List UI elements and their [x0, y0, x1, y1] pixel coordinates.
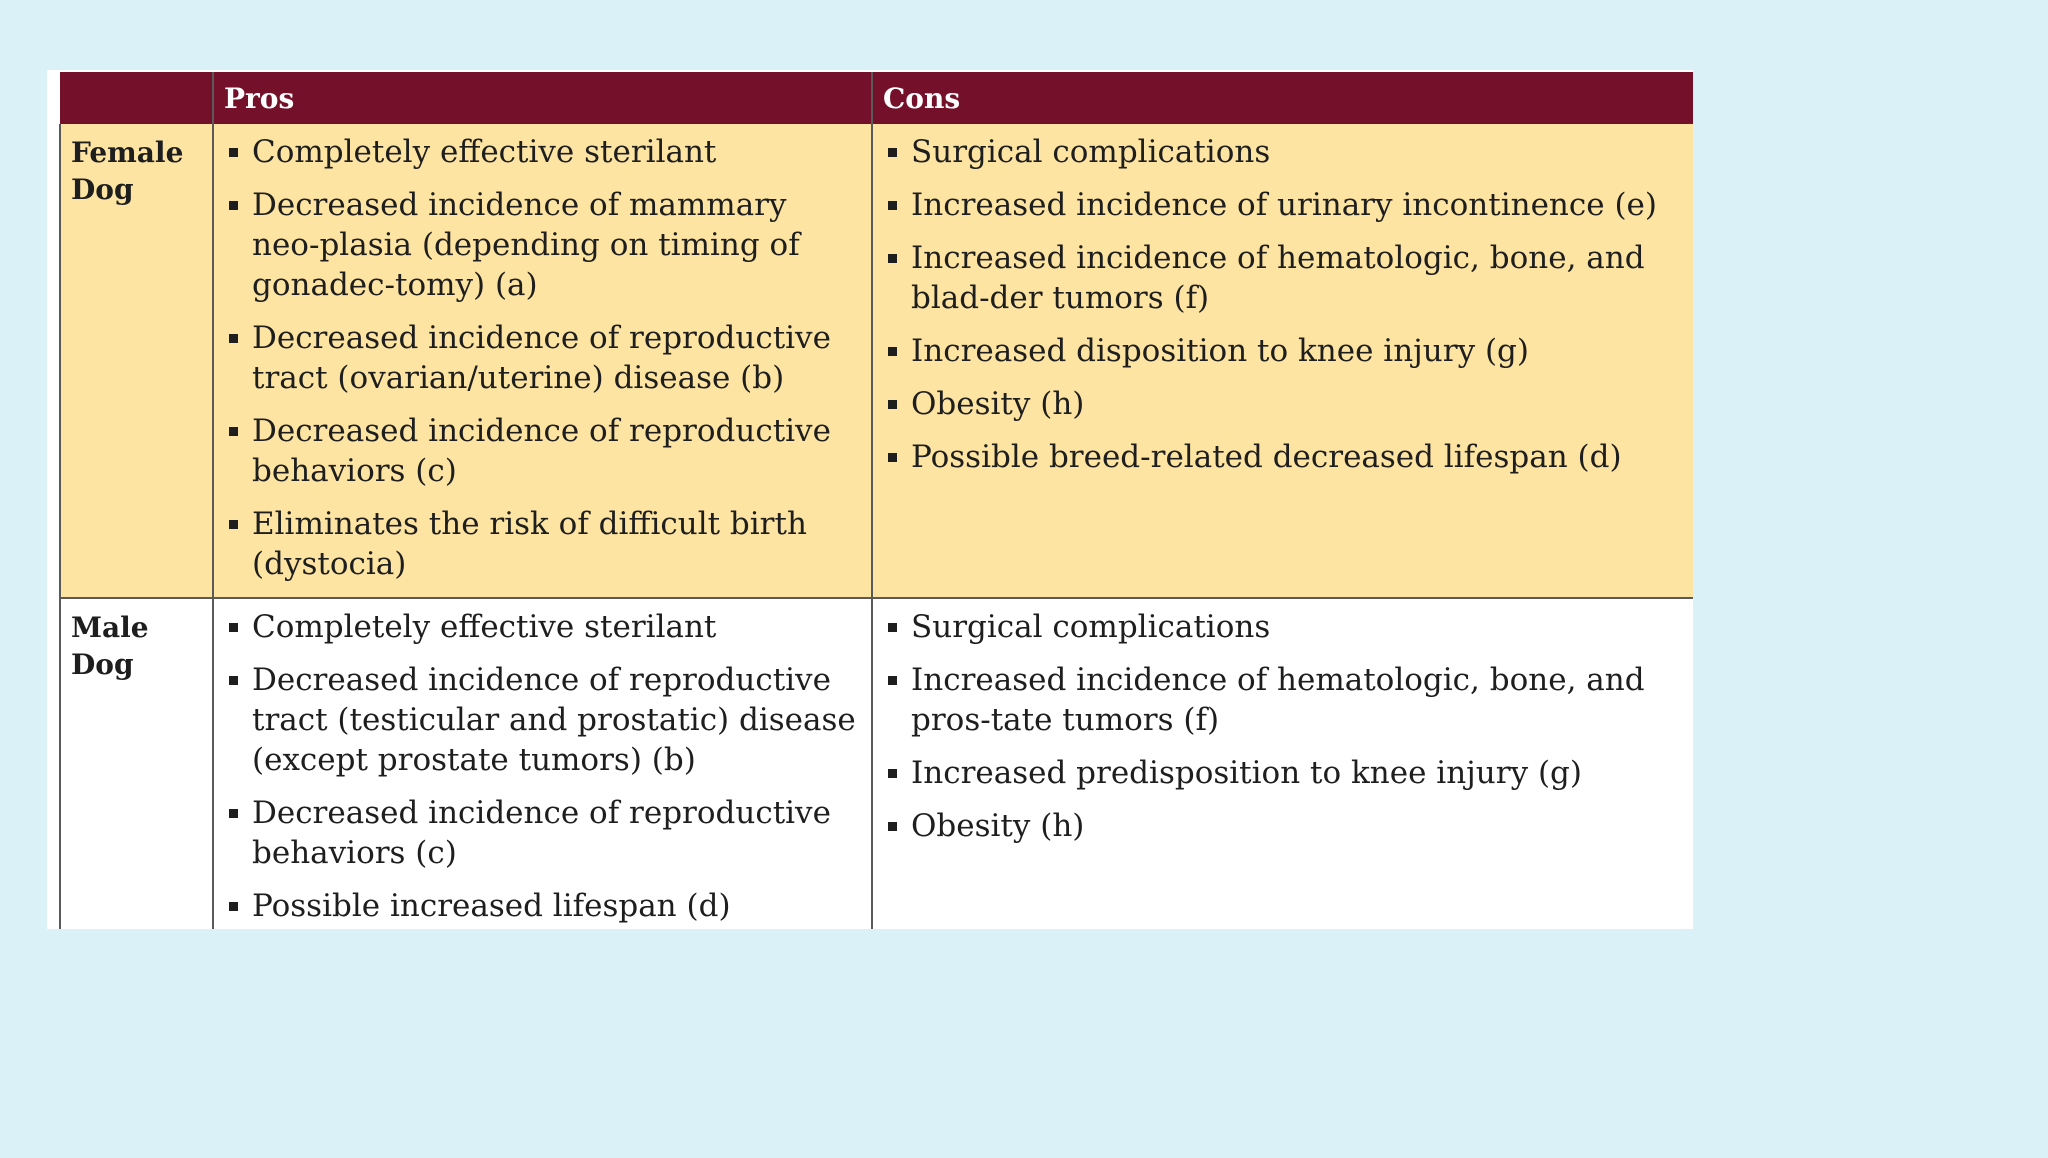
list-item	[883, 185, 1684, 225]
square-bullet-icon	[229, 148, 238, 157]
pros-cons-table	[59, 72, 1693, 929]
square-bullet-icon	[888, 623, 897, 632]
female-cons-cell	[872, 124, 1693, 598]
list-item-text: Increased disposition to knee injury (g)	[911, 333, 1529, 369]
male-pros-list	[224, 607, 861, 926]
list-item	[224, 411, 861, 491]
list-item-text: Possible increased lifespan (d)	[252, 888, 731, 924]
female-cons-list	[883, 132, 1684, 477]
header-row	[60, 72, 1693, 124]
square-bullet-icon	[888, 453, 897, 462]
square-bullet-icon	[229, 676, 238, 685]
list-item-text: Obesity (h)	[911, 808, 1085, 844]
list-item-text: Obesity (h)	[911, 386, 1085, 422]
list-item-text: Surgical complications	[911, 609, 1271, 645]
list-item-text: Increased incidence of hematologic, bone, and blad-der tumors (f)	[911, 240, 1645, 316]
list-item-text: Increased incidence of hematologic, bone, and pros-tate tumors (f)	[911, 662, 1645, 738]
male-cons-list	[883, 607, 1684, 846]
list-item	[883, 607, 1684, 647]
row-label-female: Female Dog	[60, 124, 213, 598]
header-pros: Pros	[213, 72, 872, 124]
square-bullet-icon	[229, 201, 238, 210]
square-bullet-icon	[229, 809, 238, 818]
list-item-text: Surgical complications	[911, 134, 1271, 170]
list-item-text: Completely effective sterilant	[252, 609, 717, 645]
square-bullet-icon	[888, 254, 897, 263]
list-item	[224, 886, 861, 926]
square-bullet-icon	[888, 676, 897, 685]
square-bullet-icon	[229, 427, 238, 436]
list-item-text: Decreased incidence of reproductive behaviors (c)	[252, 413, 831, 489]
row-label-male: Male Dog	[60, 598, 213, 929]
square-bullet-icon	[888, 148, 897, 157]
square-bullet-icon	[888, 347, 897, 356]
list-item-text: Decreased incidence of mammary neo-plasia (depending on timing of gonadec-tomy) (a)	[252, 187, 800, 303]
list-item	[883, 238, 1684, 318]
male-cons-cell	[872, 598, 1693, 929]
list-item	[224, 660, 861, 780]
table-card	[47, 70, 1693, 929]
list-item	[224, 318, 861, 398]
list-item	[883, 437, 1684, 477]
list-item-text: Possible breed-related decreased lifespan (d)	[911, 439, 1622, 475]
list-item	[883, 806, 1684, 846]
list-item	[883, 753, 1684, 793]
male-dog-row	[60, 598, 1693, 929]
list-item	[883, 331, 1684, 371]
list-item	[883, 384, 1684, 424]
female-pros-list	[224, 132, 861, 584]
list-item-text: Eliminates the risk of difficult birth (dystocia)	[252, 506, 807, 582]
list-item	[224, 132, 861, 172]
list-item-text: Decreased incidence of reproductive tract (ovarian/uterine) disease (b)	[252, 320, 831, 396]
list-item-text: Completely effective sterilant	[252, 134, 717, 170]
square-bullet-icon	[888, 822, 897, 831]
female-pros-cell	[213, 124, 872, 598]
list-item	[224, 185, 861, 305]
list-item	[224, 504, 861, 584]
male-pros-cell	[213, 598, 872, 929]
female-dog-row	[60, 124, 1693, 598]
list-item	[224, 607, 861, 647]
list-item	[883, 660, 1684, 740]
header-empty	[60, 72, 213, 124]
square-bullet-icon	[229, 334, 238, 343]
list-item	[224, 793, 861, 873]
square-bullet-icon	[229, 623, 238, 632]
list-item	[883, 132, 1684, 172]
square-bullet-icon	[888, 400, 897, 409]
header-cons: Cons	[872, 72, 1693, 124]
list-item-text: Increased incidence of urinary incontinence (e)	[911, 187, 1657, 223]
square-bullet-icon	[229, 520, 238, 529]
list-item-text: Decreased incidence of reproductive tract (testicular and prostatic) disease (except prostate tumors) (b)	[252, 662, 856, 778]
list-item-text: Increased predisposition to knee injury (g)	[911, 755, 1582, 791]
square-bullet-icon	[888, 201, 897, 210]
square-bullet-icon	[888, 769, 897, 778]
list-item-text: Decreased incidence of reproductive behaviors (c)	[252, 795, 831, 871]
square-bullet-icon	[229, 902, 238, 911]
